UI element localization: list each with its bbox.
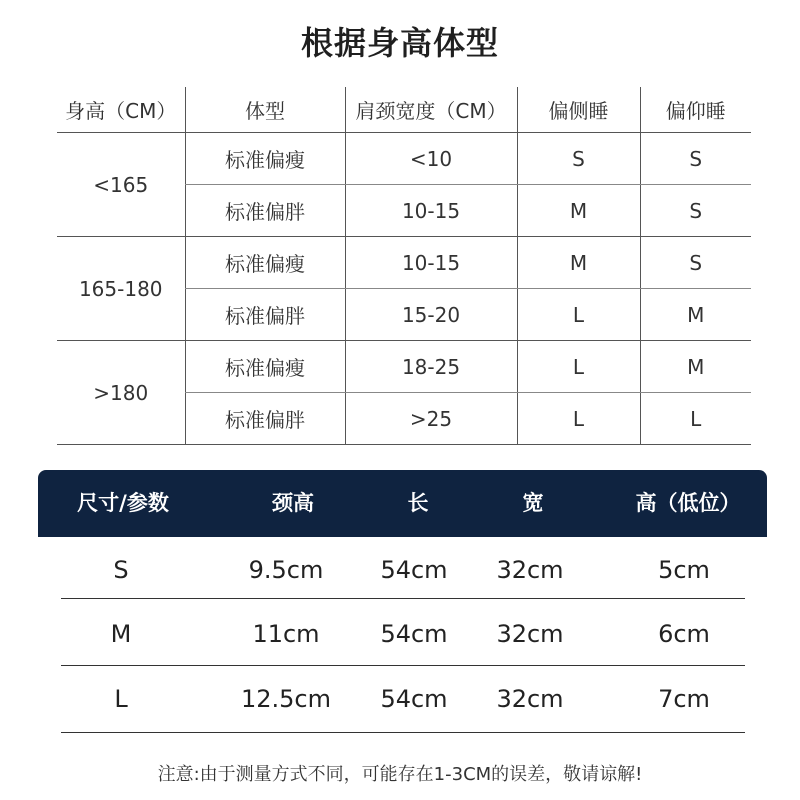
page-title: 根据身高体型 [300,24,499,62]
build-cell: 标准偏瘦 [185,341,345,393]
size-label: M [110,620,132,648]
neck-height-value: 11cm [252,620,320,648]
header-width: 宽 [522,491,544,515]
shoulder-cell: 15-20 [345,289,517,341]
header-length: 长 [407,491,429,515]
header-size: 尺寸/参数 [77,491,169,515]
side-sleep-cell: L [517,393,640,445]
table-header-row [57,87,751,133]
header-height: 身高（CM） [57,87,185,133]
height-value: 6cm [658,620,710,648]
back-sleep-cell: S [640,237,751,289]
size-label: S [113,556,129,584]
height-cell: <165 [57,133,185,237]
length-value: 54cm [380,556,448,584]
build-cell: 标准偏胖 [185,289,345,341]
table-row [57,237,751,289]
side-sleep-cell: L [517,289,640,341]
table-row [61,538,745,601]
side-sleep-cell: M [517,237,640,289]
back-sleep-cell: S [640,185,751,237]
width-value: 32cm [496,685,564,713]
header-side-sleep: 偏侧睡 [517,87,640,133]
size-table-header [38,470,767,537]
header-back-sleep: 偏仰睡 [640,87,751,133]
shoulder-cell: 18-25 [345,341,517,393]
width-value: 32cm [496,620,564,648]
length-value: 54cm [380,620,448,648]
shoulder-cell: 10-15 [345,237,517,289]
side-sleep-cell: M [517,185,640,237]
back-sleep-cell: M [640,341,751,393]
size-label: L [114,685,128,713]
neck-height-value: 12.5cm [240,685,331,713]
shoulder-cell: >25 [345,393,517,445]
shoulder-cell: <10 [345,133,517,185]
header-neck-height: 颈高 [272,491,314,515]
back-sleep-cell: L [640,393,751,445]
side-sleep-cell: S [517,133,640,185]
shoulder-cell: 10-15 [345,185,517,237]
back-sleep-cell: M [640,289,751,341]
build-cell: 标准偏胖 [185,393,345,445]
length-value: 54cm [380,685,448,713]
build-cell: 标准偏胖 [185,185,345,237]
neck-height-value: 9.5cm [248,556,324,584]
table-row [57,341,751,393]
header-shoulder-width: 肩颈宽度（CM） [345,87,517,133]
measurement-note: 注意:由于测量方式不同，可能存在1-3CM的误差，敬请谅解! [157,764,643,785]
build-cell: 标准偏瘦 [185,237,345,289]
width-value: 32cm [496,556,564,584]
height-cell: >180 [57,341,185,445]
row-divider [61,598,745,599]
height-size-table [57,87,751,445]
header-height-low: 高（低位） [635,491,741,515]
build-cell: 标准偏瘦 [185,133,345,185]
table-row [61,602,745,665]
back-sleep-cell: S [640,133,751,185]
row-divider [61,665,745,666]
height-value: 7cm [658,685,710,713]
header-build: 体型 [185,87,345,133]
side-sleep-cell: L [517,341,640,393]
row-divider [61,732,745,733]
table-row [57,133,751,185]
height-value: 5cm [658,556,710,584]
table-row [61,667,745,730]
height-cell: 165-180 [57,237,185,341]
